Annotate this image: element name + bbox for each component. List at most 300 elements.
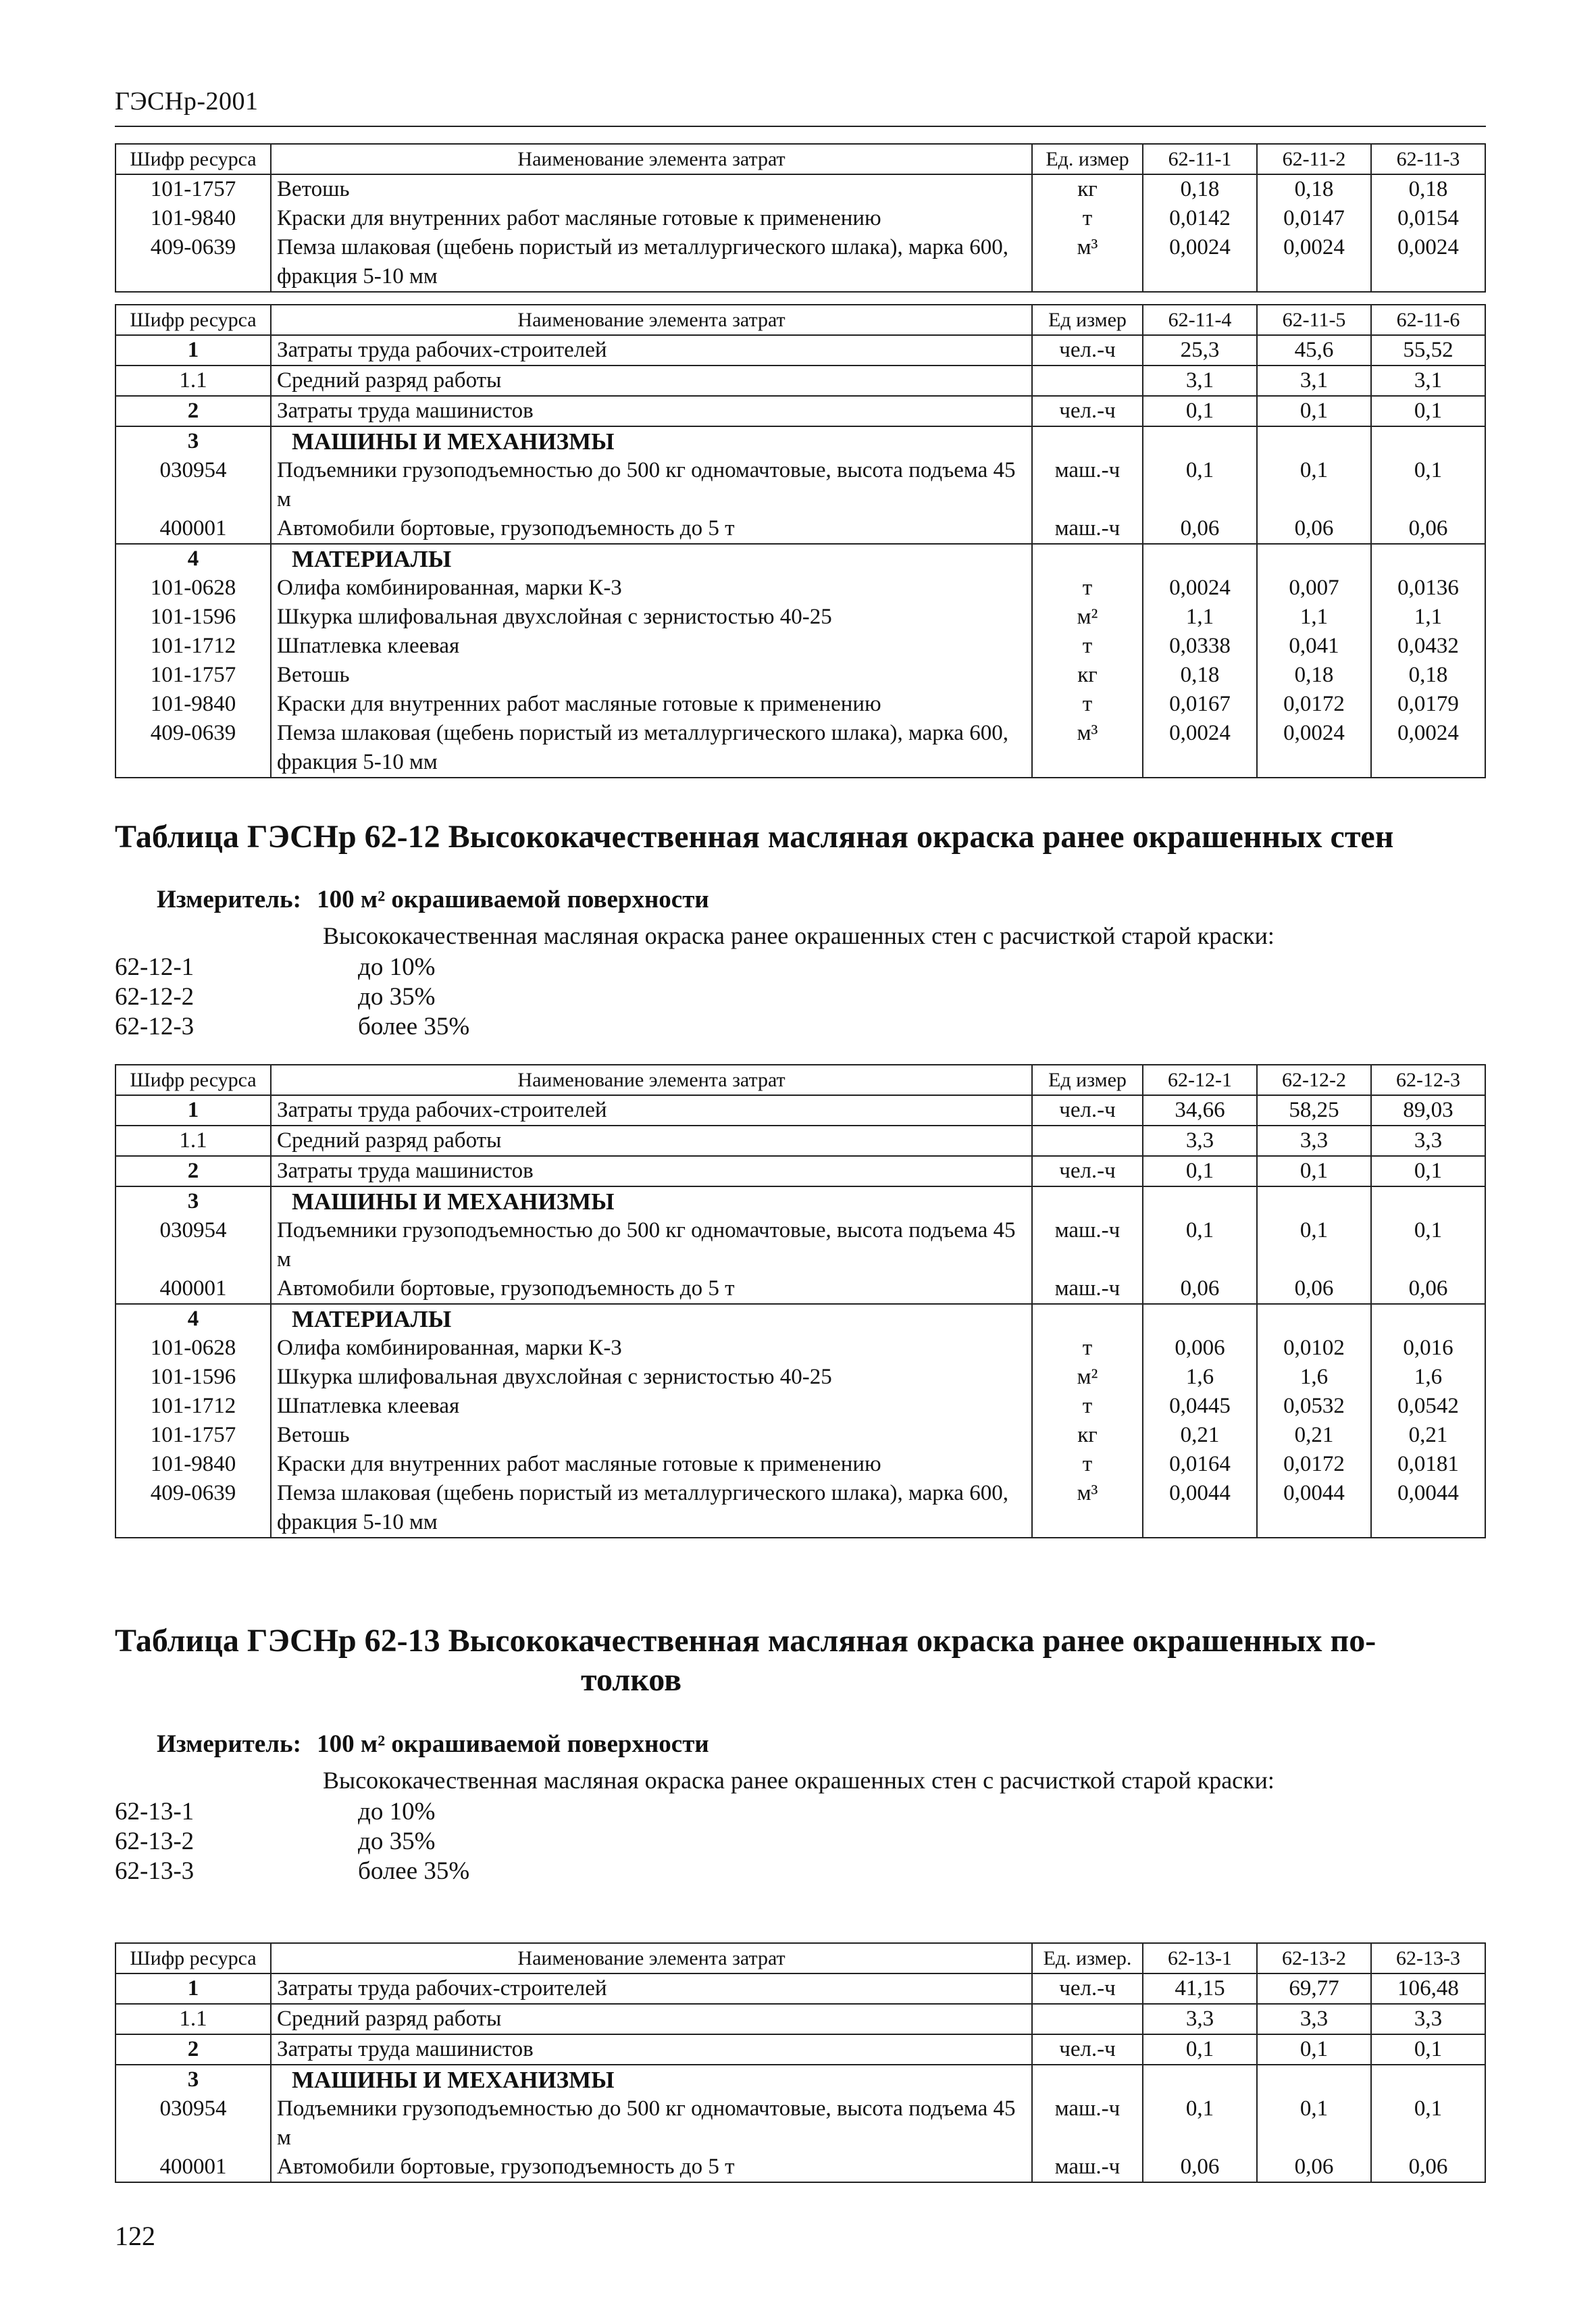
variant-text: до 35% (358, 1828, 436, 1855)
resource-code: 030954 (115, 456, 271, 514)
unit: чел.-ч (1032, 396, 1143, 426)
value: 0,0167 (1143, 690, 1257, 719)
resource-code: 4 (115, 1304, 271, 1334)
value: 0,016 (1371, 1334, 1485, 1363)
variant-item (115, 982, 925, 1012)
variant-item (115, 1857, 925, 1886)
value: 0,1 (1371, 1216, 1485, 1274)
unit: т (1032, 574, 1143, 603)
resource-code: 101-1757 (115, 174, 271, 204)
table-row (115, 544, 1485, 574)
resource-code: 1 (115, 1095, 271, 1126)
value: 3,3 (1371, 2004, 1485, 2034)
cost-element-name: Краски для внутренних работ масляные готовые к применению (271, 690, 1032, 719)
variant-item (115, 1012, 925, 1042)
cost-element-name: Затраты труда рабочих-строителей (271, 1095, 1032, 1126)
unit (1032, 366, 1143, 396)
cost-element-name: Пемза шлаковая (щебень пористый из металлургического шлака), марка 600, фракция 5-10 мм (271, 719, 1032, 778)
table-row (115, 2153, 1485, 2182)
variant-text: до 10% (358, 1798, 436, 1826)
unit: чел.-ч (1032, 1095, 1143, 1126)
table-row (115, 426, 1485, 456)
table-row (115, 1216, 1485, 1274)
resource-code: 1 (115, 1973, 271, 2004)
resource-code: 101-1712 (115, 1392, 271, 1421)
value (1257, 544, 1371, 574)
variant-code: 62-12-3 (115, 1013, 195, 1040)
header-rule (115, 126, 1486, 127)
value: 0,18 (1371, 174, 1485, 204)
value: 0,0044 (1143, 1479, 1257, 1538)
unit: м³ (1032, 719, 1143, 778)
table-row (115, 396, 1485, 426)
col-header-variant: 62-12-1 (1143, 1065, 1257, 1095)
col-header-variant: 62-13-3 (1371, 1943, 1485, 1973)
measure-label: Измеритель: (157, 886, 301, 913)
resource-code: 3 (115, 1186, 271, 1216)
col-header-code: Шифр ресурса (115, 305, 271, 335)
table-row (115, 204, 1485, 233)
value: 0,21 (1257, 1421, 1371, 1450)
variant-text: более 35% (358, 1857, 470, 1885)
table-row (115, 1274, 1485, 1304)
col-header-variant: 62-11-3 (1371, 144, 1485, 174)
table-row (115, 1304, 1485, 1334)
value (1371, 1186, 1485, 1216)
col-header-variant: 62-11-4 (1143, 305, 1257, 335)
section-heading: МАШИНЫ И МЕХАНИЗМЫ (271, 426, 1032, 456)
table-row (115, 574, 1485, 603)
value: 0,0102 (1257, 1334, 1371, 1363)
table-62-11-continuation (115, 143, 1486, 293)
col-header-variant: 62-11-1 (1143, 144, 1257, 174)
resource-code: 101-1596 (115, 1363, 271, 1392)
unit: м² (1032, 1363, 1143, 1392)
variant-item (115, 1797, 925, 1827)
value (1143, 426, 1257, 456)
value: 0,1 (1143, 2094, 1257, 2153)
resource-code: 400001 (115, 1274, 271, 1304)
col-header-variant: 62-11-5 (1257, 305, 1371, 335)
value: 0,0179 (1371, 690, 1485, 719)
value: 0,0142 (1143, 204, 1257, 233)
value: 41,15 (1143, 1973, 1257, 2004)
value: 0,1 (1371, 396, 1485, 426)
table-row (115, 1479, 1485, 1538)
unit: чел.-ч (1032, 2034, 1143, 2065)
value (1371, 544, 1485, 574)
value: 0,06 (1143, 514, 1257, 544)
table-row (115, 456, 1485, 514)
unit: маш.-ч (1032, 456, 1143, 514)
resource-code: 101-1596 (115, 603, 271, 632)
value: 3,3 (1371, 1126, 1485, 1156)
table-62-11 (115, 304, 1486, 778)
col-header-unit: Ед измер (1032, 1065, 1143, 1095)
variant-item (115, 953, 925, 982)
value: 0,0024 (1257, 233, 1371, 292)
value: 0,1 (1257, 396, 1371, 426)
table-row (115, 514, 1485, 544)
resource-code: 1.1 (115, 1126, 271, 1156)
col-header-code: Шифр ресурса (115, 1943, 271, 1973)
variant-code: 62-12-1 (115, 953, 195, 981)
unit: маш.-ч (1032, 2153, 1143, 2182)
col-header-name: Наименование элемента затрат (271, 1065, 1032, 1095)
value: 0,0024 (1143, 233, 1257, 292)
resource-code: 030954 (115, 1216, 271, 1274)
resource-code: 2 (115, 2034, 271, 2065)
value: 0,007 (1257, 574, 1371, 603)
value: 3,1 (1143, 366, 1257, 396)
value (1143, 544, 1257, 574)
unit (1032, 1126, 1143, 1156)
resource-code: 101-0628 (115, 574, 271, 603)
resource-code: 1 (115, 335, 271, 366)
value: 55,52 (1371, 335, 1485, 366)
resource-code: 1.1 (115, 2004, 271, 2034)
value: 0,1 (1257, 2034, 1371, 2065)
value: 0,1 (1371, 1156, 1485, 1186)
unit: чел.-ч (1032, 1973, 1143, 2004)
cost-element-name: Шпатлевка клеевая (271, 1392, 1032, 1421)
unit: кг (1032, 661, 1143, 690)
value: 1,1 (1143, 603, 1257, 632)
cost-element-name: Ветошь (271, 661, 1032, 690)
value: 0,1 (1371, 2034, 1485, 2065)
cost-element-name: Подъемники грузоподъемностью до 500 кг одномачтовые, высота подъема 45 м (271, 1216, 1032, 1274)
value: 1,1 (1257, 603, 1371, 632)
running-title: ГЭСНр-2001 (115, 87, 259, 116)
value: 0,006 (1143, 1334, 1257, 1363)
unit (1032, 2004, 1143, 2034)
unit (1032, 2065, 1143, 2094)
cost-element-name: Автомобили бортовые, грузоподъемность до 5 т (271, 2153, 1032, 2182)
value: 0,18 (1257, 174, 1371, 204)
value: 0,0338 (1143, 632, 1257, 661)
table-row (115, 1450, 1485, 1479)
value: 3,3 (1143, 2004, 1257, 2034)
value: 0,06 (1257, 514, 1371, 544)
col-header-code: Шифр ресурса (115, 144, 271, 174)
value: 3,3 (1257, 2004, 1371, 2034)
cost-element-name: Средний разряд работы (271, 2004, 1032, 2034)
value: 69,77 (1257, 1973, 1371, 2004)
col-header-variant: 62-11-2 (1257, 144, 1371, 174)
col-header-code: Шифр ресурса (115, 1065, 271, 1095)
table-title-line2: толков (581, 1662, 681, 1698)
resource-code: 101-1757 (115, 661, 271, 690)
value: 0,0542 (1371, 1392, 1485, 1421)
cost-element-name: Затраты труда рабочих-строителей (271, 1973, 1032, 2004)
value: 0,0181 (1371, 1450, 1485, 1479)
value: 106,48 (1371, 1973, 1485, 2004)
unit: т (1032, 632, 1143, 661)
value: 0,0024 (1371, 719, 1485, 778)
value (1143, 1186, 1257, 1216)
unit: м² (1032, 603, 1143, 632)
value (1257, 1304, 1371, 1334)
table-row (115, 1156, 1485, 1186)
unit: кг (1032, 174, 1143, 204)
value: 0,18 (1143, 661, 1257, 690)
value: 25,3 (1143, 335, 1257, 366)
variant-item (115, 1827, 925, 1857)
cost-element-name: Средний разряд работы (271, 1126, 1032, 1156)
variant-intro: Высококачественная масляная окраска ранее окрашенных стен с расчисткой старой краски: (323, 922, 1275, 949)
value: 34,66 (1143, 1095, 1257, 1126)
cost-element-name: Пемза шлаковая (щебень пористый из металлургического шлака), марка 600, фракция 5-10 мм (271, 233, 1032, 292)
cost-element-name: Затраты труда машинистов (271, 2034, 1032, 2065)
table-row (115, 1186, 1485, 1216)
table-row (115, 603, 1485, 632)
value: 0,0147 (1257, 204, 1371, 233)
table-row (115, 174, 1485, 204)
section-heading: МАШИНЫ И МЕХАНИЗМЫ (271, 1186, 1032, 1216)
table-row (115, 1973, 1485, 2004)
value (1371, 426, 1485, 456)
value: 0,0024 (1143, 719, 1257, 778)
value: 1,6 (1371, 1363, 1485, 1392)
col-header-variant: 62-11-6 (1371, 305, 1485, 335)
variant-text: до 35% (358, 983, 436, 1011)
unit: маш.-ч (1032, 2094, 1143, 2153)
cost-element-name: Шкурка шлифовальная двухслойная с зернистостью 40-25 (271, 603, 1032, 632)
value: 0,06 (1257, 1274, 1371, 1304)
variant-text: более 35% (358, 1013, 470, 1040)
variant-code: 62-13-2 (115, 1828, 195, 1855)
page-number: 122 (115, 2221, 155, 2251)
resource-code: 101-9840 (115, 204, 271, 233)
unit: т (1032, 690, 1143, 719)
table-62-12 (115, 1064, 1486, 1538)
value: 0,06 (1371, 514, 1485, 544)
table-row (115, 2094, 1485, 2153)
resource-code: 3 (115, 426, 271, 456)
resource-code: 1.1 (115, 366, 271, 396)
value: 0,0154 (1371, 204, 1485, 233)
value: 0,06 (1371, 1274, 1485, 1304)
value: 0,1 (1371, 2094, 1485, 2153)
cost-element-name: Затраты труда рабочих-строителей (271, 335, 1032, 366)
value: 0,0445 (1143, 1392, 1257, 1421)
value: 0,1 (1143, 1156, 1257, 1186)
cost-element-name: Краски для внутренних работ масляные готовые к применению (271, 1450, 1032, 1479)
value: 0,18 (1143, 174, 1257, 204)
value: 0,1 (1143, 396, 1257, 426)
unit: чел.-ч (1032, 335, 1143, 366)
resource-code: 400001 (115, 514, 271, 544)
table-row (115, 2065, 1485, 2094)
unit: т (1032, 1450, 1143, 1479)
resource-code: 4 (115, 544, 271, 574)
value: 0,0164 (1143, 1450, 1257, 1479)
table-row (115, 2034, 1485, 2065)
cost-element-name: Подъемники грузоподъемностью до 500 кг одномачтовые, высота подъема 45 м (271, 2094, 1032, 2153)
table-row (115, 1363, 1485, 1392)
resource-code: 030954 (115, 2094, 271, 2153)
resource-code: 409-0639 (115, 719, 271, 778)
value: 0,06 (1143, 2153, 1257, 2182)
cost-element-name: Ветошь (271, 1421, 1032, 1450)
measure-label: Измеритель: (157, 1730, 301, 1758)
value: 0,0044 (1257, 1479, 1371, 1538)
unit: чел.-ч (1032, 1156, 1143, 1186)
value: 3,3 (1257, 1126, 1371, 1156)
table-row (115, 690, 1485, 719)
table-row (115, 1095, 1485, 1126)
cost-element-name: Олифа комбинированная, марки К-3 (271, 574, 1032, 603)
value: 1,6 (1257, 1363, 1371, 1392)
table-62-13 (115, 1942, 1486, 2183)
value: 0,1 (1143, 2034, 1257, 2065)
table-title: Таблица ГЭСНр 62-12 Высококачественная масляная окраска ранее окрашенных стен (115, 819, 1394, 855)
value: 0,041 (1257, 632, 1371, 661)
value: 0,06 (1143, 1274, 1257, 1304)
value: 0,1 (1143, 1216, 1257, 1274)
variant-intro: Высококачественная масляная окраска ранее окрашенных стен с расчисткой старой краски: (323, 1767, 1275, 1794)
cost-element-name: Ветошь (271, 174, 1032, 204)
unit: м³ (1032, 1479, 1143, 1538)
value: 0,1 (1257, 456, 1371, 514)
table-row (115, 335, 1485, 366)
col-header-name: Наименование элемента затрат (271, 305, 1032, 335)
value: 0,06 (1257, 2153, 1371, 2182)
cost-element-name: Автомобили бортовые, грузоподъемность до 5 т (271, 1274, 1032, 1304)
variant-text: до 10% (358, 953, 436, 981)
cost-element-name: Подъемники грузоподъемностью до 500 кг одномачтовые, высота подъема 45 м (271, 456, 1032, 514)
value (1143, 2065, 1257, 2094)
col-header-variant: 62-13-2 (1257, 1943, 1371, 1973)
value: 0,1 (1371, 456, 1485, 514)
unit: т (1032, 204, 1143, 233)
unit (1032, 544, 1143, 574)
unit: маш.-ч (1032, 1216, 1143, 1274)
table-row (115, 2004, 1485, 2034)
resource-code: 101-9840 (115, 1450, 271, 1479)
resource-code: 101-9840 (115, 690, 271, 719)
value (1257, 426, 1371, 456)
table-row (115, 233, 1485, 292)
value: 3,1 (1257, 366, 1371, 396)
value: 0,0044 (1371, 1479, 1485, 1538)
value: 1,6 (1143, 1363, 1257, 1392)
unit: т (1032, 1392, 1143, 1421)
value: 0,1 (1143, 456, 1257, 514)
unit (1032, 1186, 1143, 1216)
col-header-variant: 62-13-1 (1143, 1943, 1257, 1973)
cost-element-name: Средний разряд работы (271, 366, 1032, 396)
value: 58,25 (1257, 1095, 1371, 1126)
value: 0,21 (1371, 1421, 1485, 1450)
measure-value: 100 м² окрашиваемой поверхности (317, 886, 709, 913)
table-row (115, 1334, 1485, 1363)
variant-code: 62-12-2 (115, 983, 195, 1011)
value: 0,0172 (1257, 1450, 1371, 1479)
col-header-name: Наименование элемента затрат (271, 144, 1032, 174)
value: 0,1 (1257, 2094, 1371, 2153)
value: 0,0432 (1371, 632, 1485, 661)
resource-code: 400001 (115, 2153, 271, 2182)
variant-code: 62-13-1 (115, 1798, 195, 1826)
resource-code: 2 (115, 396, 271, 426)
value: 0,0024 (1143, 574, 1257, 603)
col-header-unit: Ед. измер (1032, 144, 1143, 174)
col-header-variant: 62-12-2 (1257, 1065, 1371, 1095)
value: 0,0136 (1371, 574, 1485, 603)
table-title-line1: Таблица ГЭСНр 62-13 Высококачественная масляная окраска ранее окрашенных по- (115, 1623, 1376, 1659)
value: 45,6 (1257, 335, 1371, 366)
resource-code: 101-1757 (115, 1421, 271, 1450)
value: 3,1 (1371, 366, 1485, 396)
resource-code: 3 (115, 2065, 271, 2094)
cost-element-name: Шпатлевка клеевая (271, 632, 1032, 661)
resource-code: 409-0639 (115, 233, 271, 292)
cost-element-name: Пемза шлаковая (щебень пористый из металлургического шлака), марка 600, фракция 5-10 мм (271, 1479, 1032, 1538)
cost-element-name: Шкурка шлифовальная двухслойная с зернистостью 40-25 (271, 1363, 1032, 1392)
value (1257, 2065, 1371, 2094)
table-row (115, 1392, 1485, 1421)
section-heading: МАТЕРИАЛЫ (271, 1304, 1032, 1334)
value: 0,0532 (1257, 1392, 1371, 1421)
value: 0,21 (1143, 1421, 1257, 1450)
section-heading: МАШИНЫ И МЕХАНИЗМЫ (271, 2065, 1032, 2094)
value (1257, 1186, 1371, 1216)
value: 0,1 (1257, 1216, 1371, 1274)
value: 0,18 (1371, 661, 1485, 690)
value: 0,1 (1257, 1156, 1371, 1186)
value: 0,0024 (1257, 719, 1371, 778)
col-header-variant: 62-12-3 (1371, 1065, 1485, 1095)
resource-code: 101-1712 (115, 632, 271, 661)
table-row (115, 366, 1485, 396)
table-row (115, 1421, 1485, 1450)
unit: м³ (1032, 233, 1143, 292)
value (1371, 1304, 1485, 1334)
table-row (115, 719, 1485, 778)
value (1143, 1304, 1257, 1334)
unit: маш.-ч (1032, 1274, 1143, 1304)
value (1371, 2065, 1485, 2094)
unit: маш.-ч (1032, 514, 1143, 544)
unit: кг (1032, 1421, 1143, 1450)
table-row (115, 1126, 1485, 1156)
value: 3,3 (1143, 1126, 1257, 1156)
unit (1032, 1304, 1143, 1334)
measure-value: 100 м² окрашиваемой поверхности (317, 1730, 709, 1758)
resource-code: 2 (115, 1156, 271, 1186)
value: 0,0024 (1371, 233, 1485, 292)
value: 89,03 (1371, 1095, 1485, 1126)
col-header-unit: Ед измер (1032, 305, 1143, 335)
table-row (115, 661, 1485, 690)
col-header-unit: Ед. измер. (1032, 1943, 1143, 1973)
value: 0,06 (1371, 2153, 1485, 2182)
resource-code: 101-0628 (115, 1334, 271, 1363)
col-header-name: Наименование элемента затрат (271, 1943, 1032, 1973)
value: 0,18 (1257, 661, 1371, 690)
cost-element-name: Олифа комбинированная, марки К-3 (271, 1334, 1032, 1363)
cost-element-name: Затраты труда машинистов (271, 1156, 1032, 1186)
value: 0,0172 (1257, 690, 1371, 719)
cost-element-name: Затраты труда машинистов (271, 396, 1032, 426)
variant-code: 62-13-3 (115, 1857, 195, 1885)
unit (1032, 426, 1143, 456)
cost-element-name: Автомобили бортовые, грузоподъемность до 5 т (271, 514, 1032, 544)
value: 1,1 (1371, 603, 1485, 632)
section-heading: МАТЕРИАЛЫ (271, 544, 1032, 574)
table-row (115, 632, 1485, 661)
